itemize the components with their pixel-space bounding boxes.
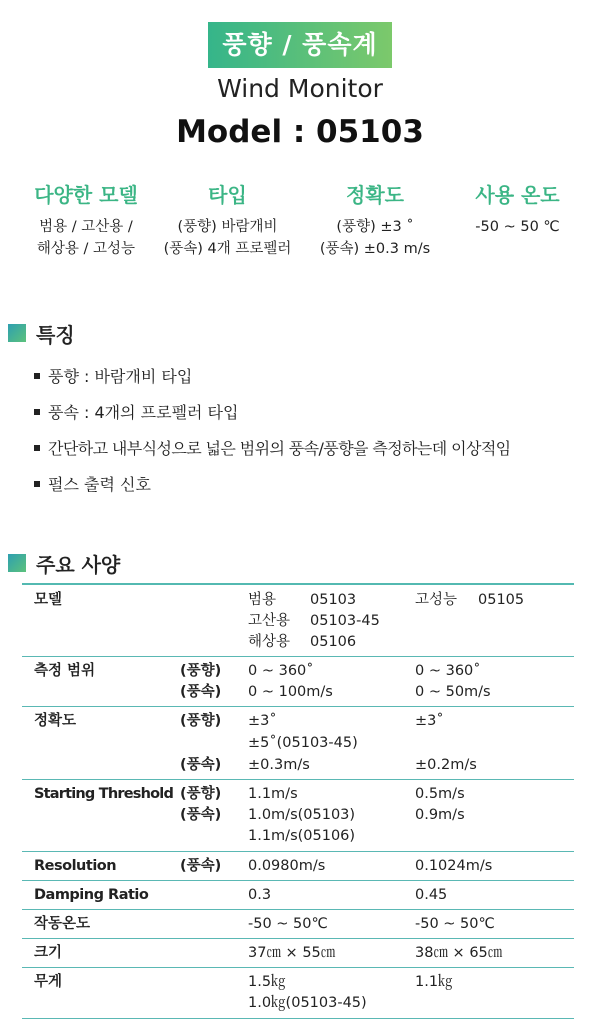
highlight-line: (풍향) 바람개비 <box>177 219 278 235</box>
spec-sub-speed: (풍속) <box>180 858 222 874</box>
feature-text: 풍향 : 바람개비 타입 <box>48 367 193 386</box>
spec-value: 38㎝ × 65㎝ <box>415 945 503 961</box>
specs-heading <box>8 551 120 575</box>
spec-value: 1.5㎏ <box>248 974 286 990</box>
feature-item <box>34 436 511 459</box>
highlight-models <box>22 180 150 260</box>
spec-label-threshold: Starting Threshold <box>34 786 174 802</box>
table-top-rule <box>22 583 574 585</box>
highlight-title: 다양한 모델 <box>34 183 138 207</box>
feature-item <box>34 400 238 423</box>
highlight-line: -50 ~ 50 ℃ <box>475 219 560 235</box>
row-divider <box>22 706 574 707</box>
spec-model-code: 05106 <box>310 634 357 650</box>
spec-label-size: 크기 <box>34 945 63 961</box>
spec-model-name: 고성능 <box>415 592 458 608</box>
bullet-icon <box>34 445 40 451</box>
row-divider <box>22 779 574 780</box>
spec-value: 0.0980m/s <box>248 858 326 874</box>
feature-item <box>34 364 192 387</box>
product-subtitle: Wind Monitor <box>217 74 383 103</box>
spec-label-temperature: 작동온도 <box>34 916 91 932</box>
row-divider <box>22 938 574 939</box>
spec-value: ±5˚(05103-45) <box>248 735 358 751</box>
spec-value: 1.1m/s <box>248 786 298 802</box>
spec-value: 1.1m/s(05106) <box>248 828 356 844</box>
highlight-temperature <box>455 180 580 238</box>
spec-sub-speed: (풍속) <box>180 684 222 700</box>
spec-model-code: 05105 <box>478 592 525 608</box>
model-title: Model : 05103 <box>176 114 424 150</box>
spec-model-name: 해상용 <box>248 634 291 650</box>
product-category-badge: 풍향 / 풍속계 <box>208 22 392 68</box>
spec-value: -50 ~ 50℃ <box>248 916 328 932</box>
highlight-type <box>155 180 300 260</box>
row-divider <box>22 1018 574 1019</box>
spec-value: 0.45 <box>415 887 448 903</box>
spec-value: 1.0m/s(05103) <box>248 807 356 823</box>
feature-item <box>34 472 151 495</box>
features-heading <box>8 321 75 345</box>
spec-sub-speed: (풍속) <box>180 757 222 773</box>
spec-value: 0 ~ 360˚ <box>248 663 314 679</box>
spec-label-accuracy: 정확도 <box>34 713 77 729</box>
highlight-line: (풍향) ±3 ˚ <box>336 219 414 235</box>
spec-label-resolution: Resolution <box>34 858 117 874</box>
spec-value: 0.1024m/s <box>415 858 493 874</box>
bullet-icon <box>34 373 40 379</box>
specs-title: 주요 사양 <box>36 552 121 577</box>
spec-value: ±3˚ <box>248 713 277 729</box>
spec-value: ±3˚ <box>415 713 444 729</box>
feature-text: 펄스 출력 신호 <box>48 475 151 494</box>
spec-value: 1.0㎏(05103-45) <box>248 995 367 1011</box>
spec-sub-speed: (풍속) <box>180 807 222 823</box>
highlight-line: 해상용 / 고성능 <box>36 241 136 257</box>
highlight-line: 범용 / 고산용 / <box>39 219 133 235</box>
row-divider <box>22 656 574 657</box>
spec-value: 0.3 <box>248 887 272 903</box>
highlight-title: 사용 온도 <box>475 183 560 207</box>
spec-value: 37㎝ × 55㎝ <box>248 945 336 961</box>
highlight-title: 타입 <box>208 183 247 207</box>
bullet-icon <box>34 481 40 487</box>
spec-sub-direction: (풍향) <box>180 786 222 802</box>
spec-value: 0.5m/s <box>415 786 465 802</box>
highlight-title: 정확도 <box>346 183 404 207</box>
spec-model-code: 05103 <box>310 592 357 608</box>
spec-value: 0 ~ 50m/s <box>415 684 491 700</box>
highlight-line: (풍속) 4개 프로펠러 <box>163 241 292 257</box>
spec-value: 1.1㎏ <box>415 974 453 990</box>
spec-model-code: 05103-45 <box>310 613 380 629</box>
highlight-line: (풍속) ±0.3 m/s <box>319 241 431 257</box>
spec-label-weight: 무게 <box>34 974 63 990</box>
spec-sub-direction: (풍향) <box>180 713 222 729</box>
highlight-accuracy <box>300 180 450 260</box>
spec-label-range: 측정 범위 <box>34 663 96 679</box>
spec-label-damping: Damping Ratio <box>34 887 149 903</box>
spec-value: ±0.2m/s <box>415 757 477 773</box>
spec-value: 0.9m/s <box>415 807 465 823</box>
square-icon <box>8 554 26 572</box>
square-icon <box>8 324 26 342</box>
features-title: 특징 <box>36 322 75 347</box>
bullet-icon <box>34 409 40 415</box>
spec-sub-direction: (풍향) <box>180 663 222 679</box>
row-divider <box>22 880 574 881</box>
spec-value: ±0.3m/s <box>248 757 310 773</box>
feature-text: 풍속 : 4개의 프로펠러 타입 <box>48 403 239 422</box>
spec-value: 0 ~ 100m/s <box>248 684 333 700</box>
spec-value: -50 ~ 50℃ <box>415 916 495 932</box>
row-divider <box>22 909 574 910</box>
row-divider <box>22 851 574 852</box>
spec-label-model: 모델 <box>34 592 63 608</box>
spec-model-name: 고산용 <box>248 613 291 629</box>
feature-text: 간단하고 내부식성으로 넓은 범위의 풍속/풍향을 측정하는데 이상적임 <box>48 439 511 458</box>
spec-model-name: 범용 <box>248 592 277 608</box>
spec-value: 0 ~ 360˚ <box>415 663 481 679</box>
row-divider <box>22 967 574 968</box>
